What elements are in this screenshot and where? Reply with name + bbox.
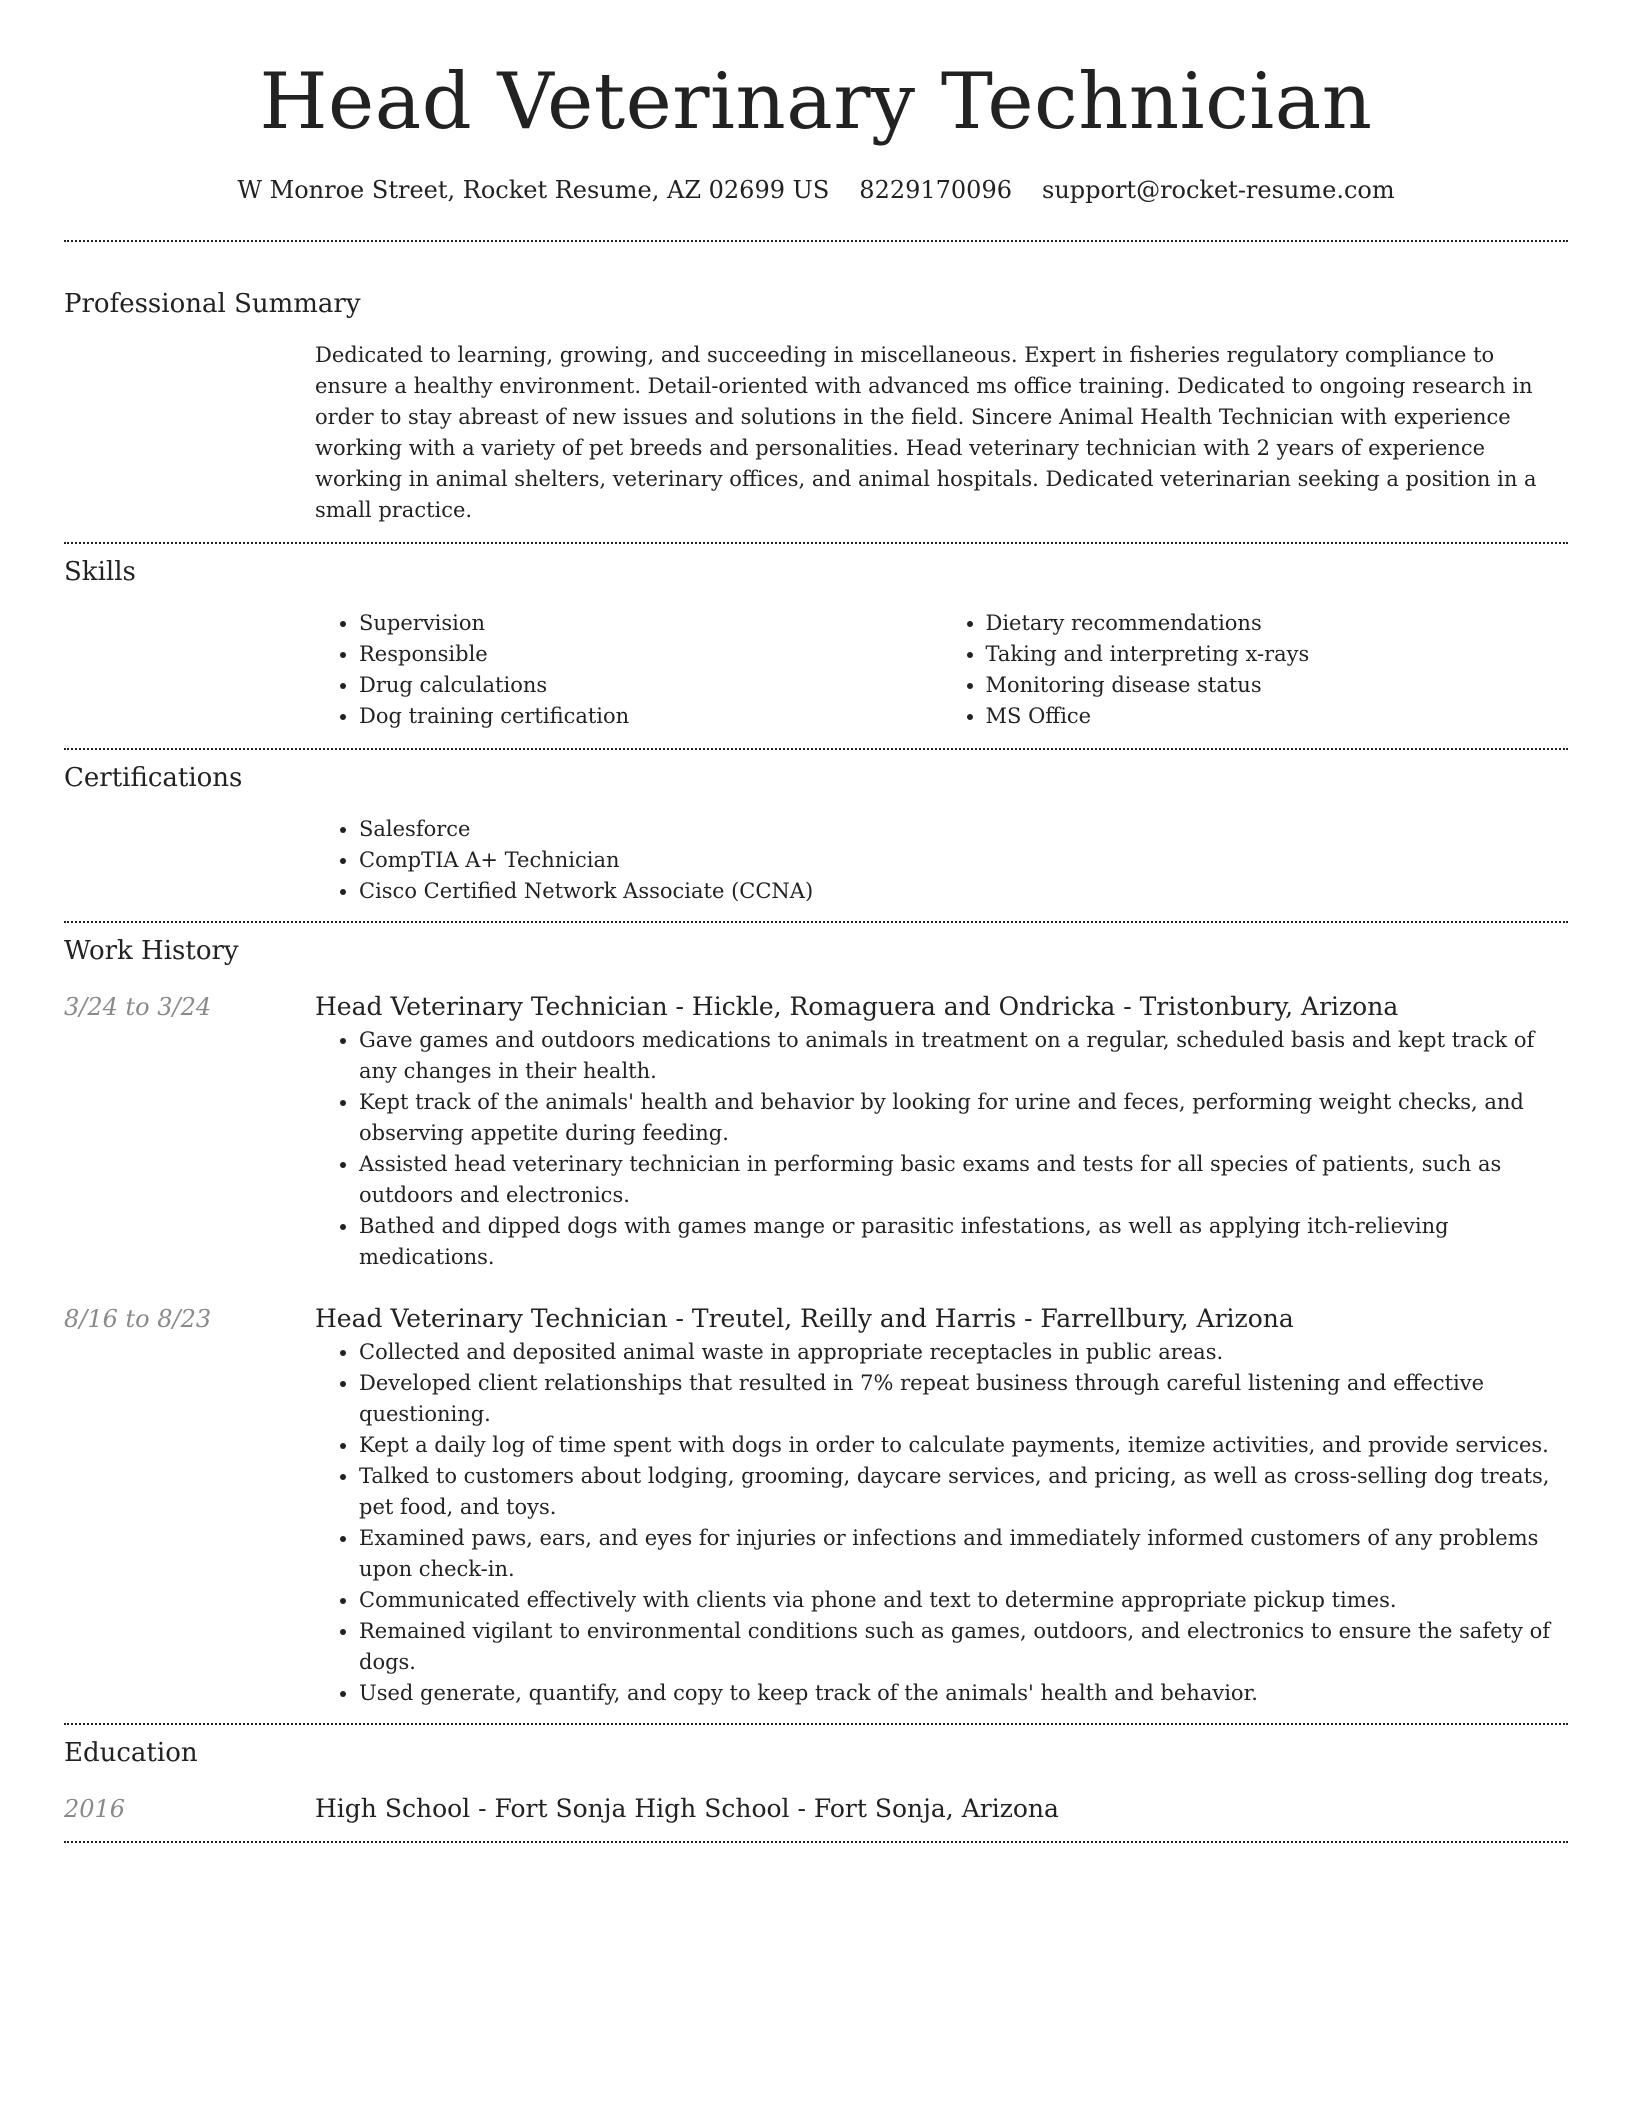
work-entry-heading: Head Veterinary Technician - Hickle, Romaguera and Ondricka - Tristonbury, Arizona xyxy=(315,992,1399,1021)
section-divider xyxy=(64,1841,1568,1843)
skills-list-left xyxy=(315,608,942,732)
work-bullet: • Assisted head veterinary technician in performing basic exams and tests for all species of patients, such as outdoors and electronics. xyxy=(359,1149,1568,1211)
section-title-skills: Skills xyxy=(64,557,136,587)
work-bullet: • Collected and deposited animal waste in appropriate receptacles in public areas. xyxy=(359,1337,1568,1368)
work-entry-bullets xyxy=(315,1025,1568,1273)
skills-grid xyxy=(315,608,1568,732)
education-entry xyxy=(64,1791,1568,1827)
certifications-body xyxy=(315,814,1568,907)
work-bullet: • Talked to customers about lodging, grooming, daycare services, and pricing, as well as cross-selling dog treats, pet food, and toys. xyxy=(359,1461,1568,1523)
work-entry-main xyxy=(315,989,1568,1273)
certifications-section xyxy=(64,750,1568,921)
work-bullet: • Developed client relationships that resulted in 7% repeat business through careful listening and effective questioning. xyxy=(359,1368,1568,1430)
education-entry-heading: High School - Fort Sonja High School - Fort Sonja, Arizona xyxy=(315,1794,1059,1823)
work-bullet: • Examined paws, ears, and eyes for injuries or infections and immediately informed customers of any problems upon check-in. xyxy=(359,1523,1568,1585)
certifications-list xyxy=(315,814,1568,907)
work-bullet: • Remained vigilant to environmental conditions such as games, outdoors, and electronics to ensure the safety of dogs. xyxy=(359,1616,1568,1678)
work-bullet: • Kept a daily log of time spent with dogs in order to calculate payments, itemize activities, and provide services. xyxy=(359,1430,1568,1461)
contact-email: support@rocket-resume.com xyxy=(1042,176,1395,204)
education-entry-date: 2016 xyxy=(64,1795,126,1823)
work-entry xyxy=(64,1301,1568,1709)
summary-body xyxy=(315,340,1568,526)
section-title-summary: Professional Summary xyxy=(64,289,361,319)
work-bullet: • Bathed and dipped dogs with games mange or parasitic infestations, as well as applying itch-relieving medications. xyxy=(359,1211,1568,1273)
work-entry-main xyxy=(315,1301,1568,1709)
skill-item: • Supervision xyxy=(359,608,942,639)
skill-item: • Taking and interpreting x-rays xyxy=(986,639,1569,670)
skill-item: • Dietary recommendations xyxy=(986,608,1569,639)
work-bullet: • Gave games and outdoors medications to animals in treatment on a regular, scheduled basis and kept track of any changes in their health. xyxy=(359,1025,1568,1087)
skill-item: • MS Office xyxy=(986,701,1569,732)
work-bullet: • Kept track of the animals' health and behavior by looking for urine and feces, performing weight checks, and observing appetite during feeding. xyxy=(359,1087,1568,1149)
contact-line xyxy=(64,172,1568,208)
skills-list-right xyxy=(942,608,1569,732)
section-title-work-history: Work History xyxy=(64,936,239,966)
education-section xyxy=(64,1725,1568,1841)
work-entry-dates: 3/24 to 3/24 xyxy=(64,993,212,1021)
contact-phone: 8229170096 xyxy=(859,176,1012,204)
work-entry-dates: 8/16 to 8/23 xyxy=(64,1305,212,1333)
certification-item: • Salesforce xyxy=(359,814,1568,845)
skill-item: • Monitoring disease status xyxy=(986,670,1569,701)
work-entry-heading: Head Veterinary Technician - Treutel, Reilly and Harris - Farrellbury, Arizona xyxy=(315,1304,1294,1333)
summary-text: Dedicated to learning, growing, and succeeding in miscellaneous. Expert in fisheries regulatory compliance to ensure a healthy environment. Detail-oriented with advanced ms office training. Dedicated to ongoing research in order to stay abreast of new issues and solutions in the field. Sincere Animal Health Technician with experience working with a variety of pet breeds and personalities. Head veterinary technician with 2 years of experience working in animal shelters, veterinary offices, and animal hospitals. Dedicated veterinarian seeking a position in a small practice. xyxy=(315,343,1537,522)
summary-section xyxy=(64,242,1568,542)
work-entry xyxy=(64,989,1568,1273)
section-title-education: Education xyxy=(64,1738,198,1768)
skills-section xyxy=(64,544,1568,748)
work-history-section xyxy=(64,923,1568,1723)
candidate-name: Head Veterinary Technician xyxy=(259,57,1373,147)
work-bullet: • Used generate, quantify, and copy to keep track of the animals' health and behavior. xyxy=(359,1678,1568,1709)
resume-header xyxy=(64,0,1568,208)
contact-address: W Monroe Street, Rocket Resume, AZ 02699 US xyxy=(237,176,830,204)
section-title-certifications: Certifications xyxy=(64,763,243,793)
certification-item: • Cisco Certified Network Associate (CCNA) xyxy=(359,876,1568,907)
work-bullet: • Communicated effectively with clients via phone and text to determine appropriate pickup times. xyxy=(359,1585,1568,1616)
skill-item: • Responsible xyxy=(359,639,942,670)
skill-item: • Dog training certification xyxy=(359,701,942,732)
work-entry-bullets xyxy=(315,1337,1568,1709)
skill-item: • Drug calculations xyxy=(359,670,942,701)
certification-item: • CompTIA A+ Technician xyxy=(359,845,1568,876)
education-entry-main xyxy=(315,1791,1568,1827)
